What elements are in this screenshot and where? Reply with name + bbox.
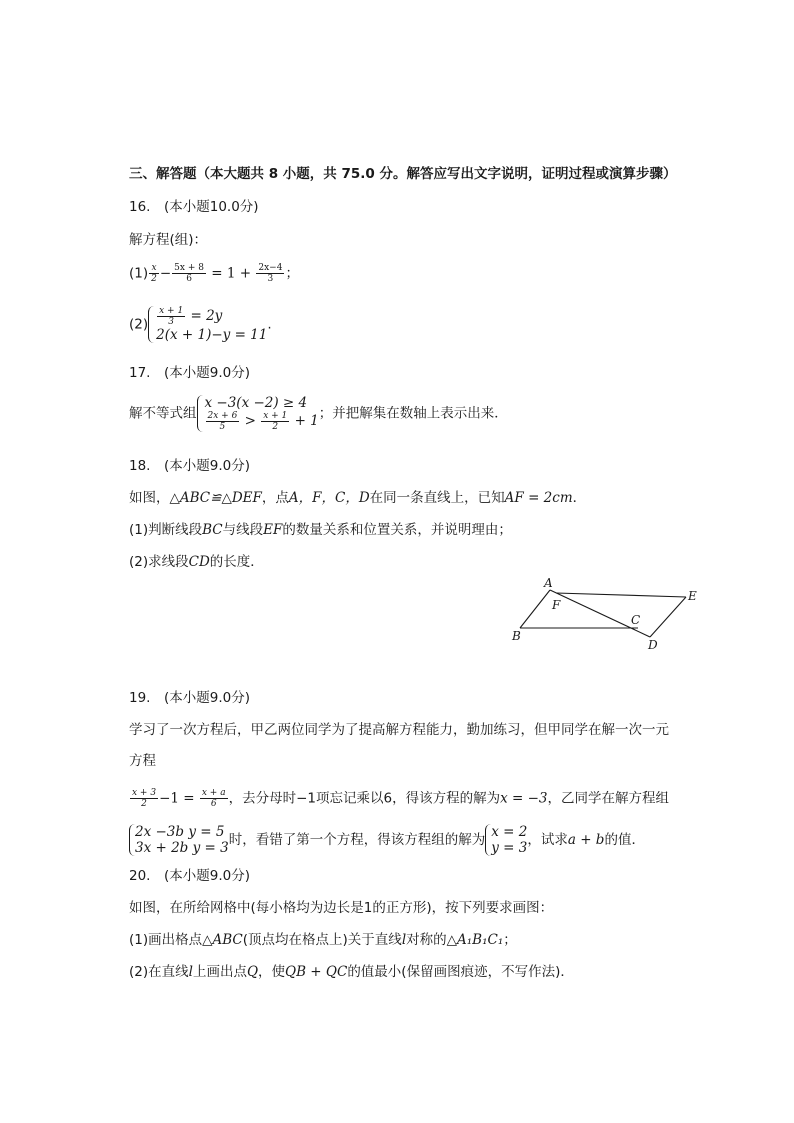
q16-p1-frac1: $\frac{x}{2}$: [151, 263, 157, 284]
q19-line3: $\frac{x + 3}{2}$ −1 = $\frac{x + a}{6}$ ，去分母时−1项忘记乘以6，得该方程的解为x = −3，乙同学在解方程组: [132, 788, 670, 809]
q20-line3: (2)在直线l上画出点Q，使QB + QC的值最小(保留画图痕迹，不写作法)．: [129, 964, 574, 980]
q17-system: x −3(x −2) ≥ 4 $\frac{2x + 6}{5}$ > $\frac{x + 1}{2}$ + 1: [197, 395, 319, 432]
label-e: E: [688, 589, 697, 603]
q19-system2: x = 2 y = 3: [485, 824, 527, 856]
q16-header: 16. (本小题10.0分): [129, 199, 259, 215]
label-c: C: [631, 613, 641, 627]
q16-p1-label: (1): [129, 265, 149, 282]
q16-p1-frac3: $\frac{2x-4}{3}$: [258, 263, 283, 284]
q16-p1-frac2: $\frac{5x + 8}{6}$: [174, 263, 204, 284]
q19-line1: 学习了一次方程后，甲乙两位同学为了提高解方程能力，勤加练习，但甲同学在解一次一元: [129, 722, 669, 738]
label-d: D: [648, 638, 658, 652]
q18-figure: [500, 572, 710, 654]
q16-p2-system: $\frac{x + 1}{3}$ = 2y 2(x + 1)−y = 11: [148, 306, 267, 343]
q19-system1: 2x −3b y = 5 3x + 2b y = 3: [129, 824, 229, 856]
q20-header: 20. (本小题9.0分): [129, 868, 250, 884]
q19-line2: 方程: [129, 753, 156, 769]
q18-header: 18. (本小题9.0分): [129, 458, 250, 474]
label-b: B: [512, 629, 521, 643]
q16-prompt: 解方程(组)：: [129, 232, 208, 248]
q18-line3: (2)求线段CD的长度．: [129, 554, 264, 570]
label-f: F: [552, 598, 561, 612]
q19-line4: 2x −3b y = 5 3x + 2b y = 3 时，看错了第一个方程，得该方程组的解为 x = 2 y = 3 ，试求a + b的值．: [129, 824, 645, 856]
label-a: A: [544, 576, 553, 590]
segment-ab: [520, 590, 550, 628]
q17-body: 解不等式组 x −3(x −2) ≥ 4 $\frac{2x + 6}{5}$ > $\frac{x + 1}{2}$ + 1 ；并把解集在数轴上表示出来．: [129, 395, 508, 432]
segment-fe: [556, 593, 686, 597]
q16-part2: (2) $\frac{x + 1}{3}$ = 2y 2(x + 1)−y = 11 .: [129, 306, 272, 343]
q16-p2-label: (2): [129, 316, 149, 333]
q19-header: 19. (本小题9.0分): [129, 690, 250, 706]
q20-line2: (1)画出格点△ABC(顶点均在格点上)关于直线l对称的△A₁B₁C₁；: [129, 932, 517, 948]
segment-ed: [650, 597, 686, 637]
q18-line2: (1)判断线段BC与线段EF的数量关系和位置关系，并说明理由；: [129, 522, 512, 538]
q20-line1: 如图，在所给网格中(每小格均为边长是1的正方形)，按下列要求画图：: [129, 900, 554, 916]
q17-header: 17. (本小题9.0分): [129, 365, 250, 381]
q18-line1: 如图，△ABC≌△DEF，点A，F，C，D在同一条直线上，已知AF = 2cm．: [129, 490, 587, 506]
section-title: 三、解答题（本大题共 8 小题，共 75.0 分。解答应写出文字说明，证明过程或演算步骤）: [129, 166, 677, 182]
q16-part1: (1) $\frac{x}{2}$ − $\frac{5x + 8}{6}$ = 1 + $\frac{2x-4}{3}$ ；: [129, 263, 299, 284]
